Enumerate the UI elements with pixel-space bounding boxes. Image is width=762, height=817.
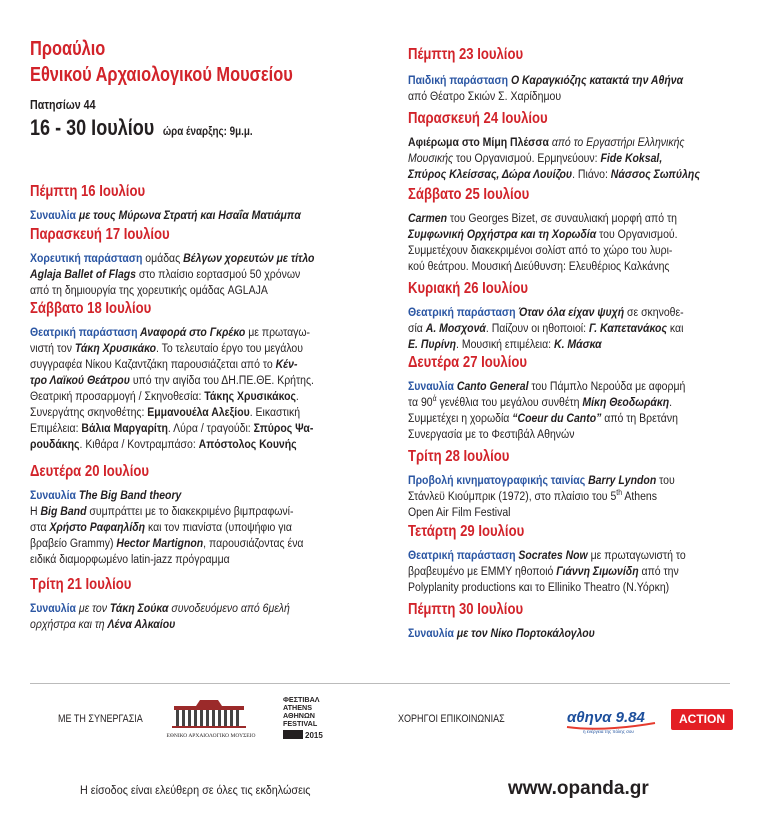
action24-logo: ACTION 24 — [671, 709, 733, 730]
museum-logo — [160, 700, 262, 740]
event-18: Θεατρική παράσταση Αναφορά στο Γκρέκο με πρωταγω- νιστή τον Τάκη Χρυσικάκο. Το τελευταίο έργο του μεγάλου συγγραφέα Νίκου Καζαντζάκη παρουσιάζεται από το Κέν- τρο Λαϊκού Θεάτρου υπό την αιγίδα του ΔΗ.ΠΕ.ΘΕ. Κρήτης. Θεατρική προσαρμογή / Σκηνοθεσία: Τάκης Χρυσικάκος. Συνεργάτης σκηνοθέτης: Εμμανουέλα Αλεξίου. Εικαστική Επιμέλεια: Βάλια Μαργαρίτη. Λύρα / τραγούδι: Σπύρος Ψα- ρουδάκης. Κιθάρα / Κοντραμπάσο: Απόστολος Κουνής — [30, 325, 314, 451]
day-heading-24: Παρασκευή 24 Ιουλίου — [408, 110, 548, 127]
event-category: Συναυλία — [30, 488, 76, 502]
athina-984-logo — [563, 705, 663, 735]
event-24: Αφιέρωμα στο Μίμη Πλέσσα από το Εργαστήρι Ελληνικής Μουσικής του Οργανισμού. Ερμηνεύουν: Fide Koksal, Σπύρος Κλείσσας, Δώρα Λουίζου. Πιάνο: Νάσσος Σωπύλης — [408, 135, 700, 181]
event-category: Χορευτική παράσταση — [30, 251, 143, 265]
venue-title-line-1: Προαύλιο — [30, 38, 106, 60]
day-heading-16: Πέμπτη 16 Ιουλίου — [30, 183, 146, 200]
day-heading-30: Πέμπτη 30 Ιουλίου — [408, 601, 524, 618]
svg-text:η ενέργεια της πόλης σου: η ενέργεια της πόλης σου — [583, 729, 634, 734]
day-heading-29: Τετάρτη 29 Ιουλίου — [408, 523, 525, 540]
event-23: Παιδική παράσταση Ο Καραγκιόζης κατακτά την Αθήνα από Θέατρο Σκιών Σ. Χαρίδημου — [408, 73, 684, 103]
venue-address: Πατησίων 44 — [30, 97, 96, 112]
start-time: ώρα έναρξης: 9μ.μ. — [162, 124, 253, 138]
museum-caption: ΕΘΝΙΚΟ ΑΡΧΑΙΟΛΟΓΙΚΟ ΜΟΥΣΕΙΟ — [166, 733, 256, 739]
svg-text:αθηνα 9.84: αθηνα 9.84 — [567, 709, 645, 726]
date-range: 16 - 30 Ιουλίου — [30, 115, 155, 140]
free-entry-note: Η είσοδος είναι ελεύθερη σε όλες τις εκδηλώσεις — [80, 783, 311, 797]
day-heading-25: Σάββατο 25 Ιουλίου — [408, 186, 530, 203]
sponsors-label: ΧΟΡΗΓΟΙ ΕΠΙΚΟΙΝΩΝΙΑΣ — [398, 713, 505, 725]
event-category: Συναυλία — [408, 626, 454, 640]
svg-text:2015: 2015 — [305, 731, 323, 740]
day-heading-26: Κυριακή 26 Ιουλίου — [408, 280, 529, 297]
svg-text:ΦΕΣΤΙΒΑΛ: ΦΕΣΤΙΒΑΛ — [283, 695, 320, 704]
event-26: Θεατρική παράσταση Όταν όλα είχαν ψυχή σε σκηνοθε- σία Α. Μοσχονά. Παίζουν οι ηθοποιοί: Γ. Καπετανάκος και Ε. Πυρίνη. Μουσική επιμέλεια: Κ. Μάσκα — [408, 305, 684, 351]
event-category: Συναυλία — [408, 379, 454, 393]
venue-title — [30, 36, 293, 88]
partnership-label: ΜΕ ΤΗ ΣΥΝΕΡΓΑΣΙΑ — [58, 713, 143, 725]
day-heading-27: Δευτέρα 27 Ιουλίου — [408, 354, 528, 371]
svg-text:ΑΘΗΝΩΝ: ΑΘΗΝΩΝ — [283, 711, 315, 720]
event-category: Θεατρική παράσταση — [408, 548, 516, 562]
day-heading-21: Τρίτη 21 Ιουλίου — [30, 576, 132, 593]
event-16: Συναυλία με τους Μύρωνα Στρατή και Ησαΐα Ματιάμπα — [30, 208, 301, 222]
event-25: Carmen του Georges Bizet, σε συναυλιακή μορφή από τη Συμφωνική Ορχήστρα και τη Χορωδία του Οργανισμού. Συμμετέχουν διακεκριμένοι σολίστ από το χώρο του λυρι- κού θεάτρου. Μουσική Διεύθυνση: Ελευθέριος Καλκάνης — [408, 211, 678, 273]
event-category: Προβολή κινηματογραφικής ταινίας — [408, 473, 586, 487]
day-heading-28: Τρίτη 28 Ιουλίου — [408, 448, 510, 465]
day-heading-18: Σάββατο 18 Ιουλίου — [30, 300, 152, 317]
svg-text:ATHENS: ATHENS — [283, 703, 313, 712]
day-heading-23: Πέμπτη 23 Ιουλίου — [408, 46, 524, 63]
event-category: Θεατρική παράσταση — [408, 305, 516, 319]
footer-divider — [30, 683, 730, 684]
day-heading-20: Δευτέρα 20 Ιουλίου — [30, 463, 150, 480]
festival-dates — [30, 115, 253, 141]
event-28: Προβολή κινηματογραφικής ταινίας Barry Lyndon του Στάνλεϋ Κιούμπρικ (1972), στο πλαίσιο του 5th Athens Open Air Film Festival — [408, 473, 675, 519]
event-category: Συναυλία — [30, 601, 76, 615]
website-link[interactable]: www.opanda.gr — [508, 778, 649, 799]
event-category: Θεατρική παράσταση — [30, 325, 138, 339]
event-category: Παιδική παράσταση — [408, 73, 509, 87]
event-30: Συναυλία με τον Νίκο Πορτοκάλογλου — [408, 626, 595, 640]
day-heading-17: Παρασκευή 17 Ιουλίου — [30, 226, 170, 243]
athens-festival-logo — [281, 694, 331, 744]
event-17: Χορευτική παράσταση ομάδας Βέλγων χορευτών με τίτλο Aglaja Ballet of Flags στο πλαίσιο εορτασμού 50 χρόνων από τη δημιουργία της χορευτικής ομάδας AGLAJA — [30, 251, 315, 297]
venue-title-line-2: Εθνικού Αρχαιολογικού Μουσείου — [30, 64, 293, 86]
event-27: Συναυλία Canto General του Πάμπλο Νερούδα με αφορμή τα $90^ά$ γενέθλια του μεγάλου συνθέτη Μίκη Θεοδωράκη. Συμμετέχει η χορωδία “Coeur du Canto” από τη Βρετάνη Συνεργασία με το Φεστιβάλ Αθηνών — [408, 379, 686, 441]
event-category: Συναυλία — [30, 208, 76, 222]
svg-text:FESTIVAL: FESTIVAL — [283, 719, 318, 728]
event-21: Συναυλία με τον Τάκη Σούκα συνοδευόμενο από 6μελή ορχήστρα και τη Λένα Αλκαίου — [30, 601, 290, 631]
event-29: Θεατρική παράσταση Socrates Now με πρωταγωνιστή το βραβευμένο με ΕΜΜΥ ηθοποιό Γιάννη Σιμωνίδη από την Polyplanity productions και το Elliniko Theatro (Ν.Υόρκη) — [408, 548, 686, 594]
event-20: Συναυλία The Big Band theory Η Big Band συμπράττει με το διακεκριμένο βιμπραφωνί- στα Χρήστο Ραφαηλίδη και τον πιανίστα (υποψήφιο για βραβείο Grammy) Hector Martignon, παρουσιάζοντας ένα ειδικά διαμορφωμένο latin-jazz πρόγραμμα — [30, 488, 304, 566]
